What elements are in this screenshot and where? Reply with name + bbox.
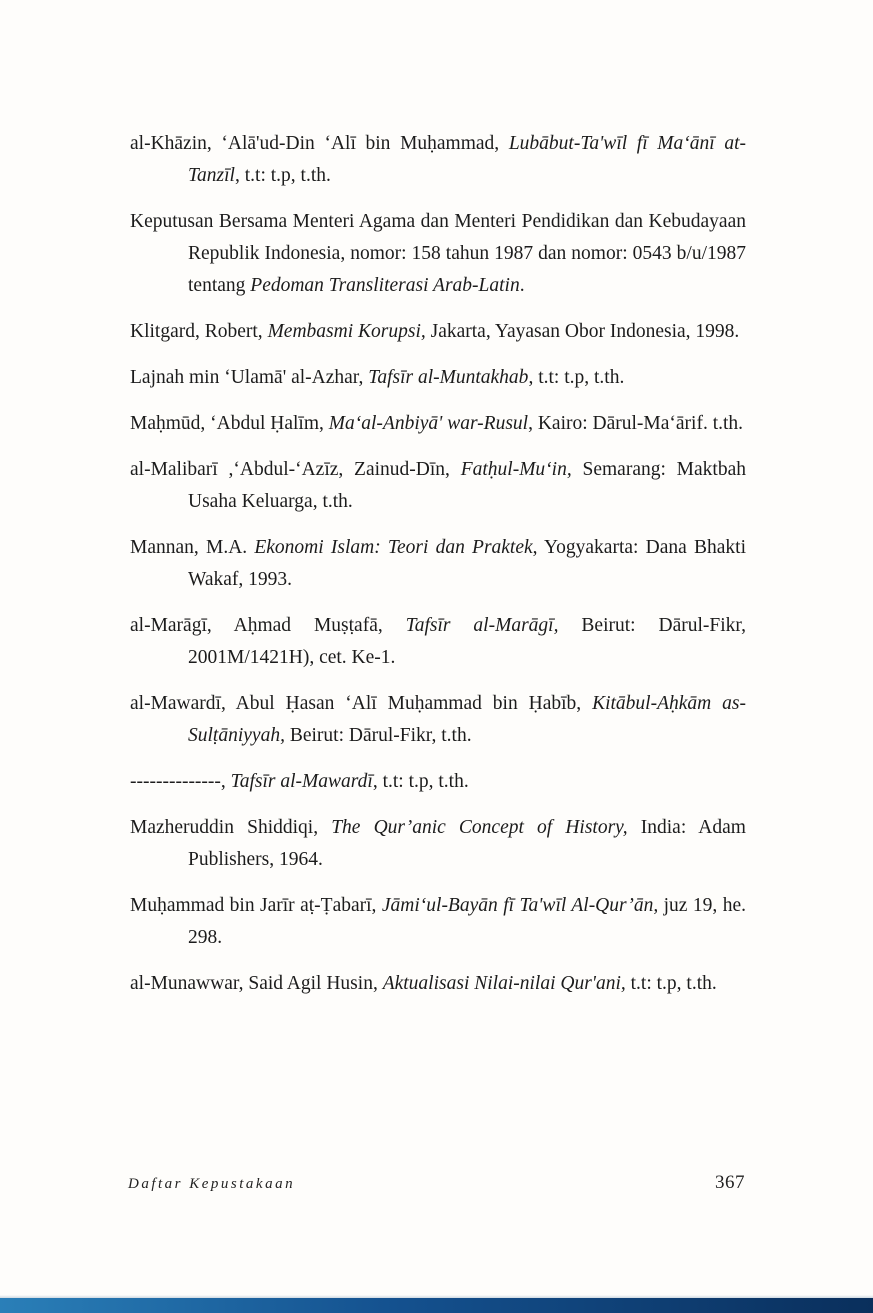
bibliography-entry bbox=[130, 688, 746, 752]
entry-text: Lajnah min ‘Ulamā' al-Azhar, bbox=[130, 367, 369, 388]
entry-title-italic: Kitābul-Aḥkām as-Sulṭāniyyah, bbox=[188, 693, 746, 746]
entry-text: Keputusan Bersama Menteri Agama dan Menteri Pendidikan dan Kebudayaan Republik Indonesia, nomor: 158 tahun 1987 dan nomor: 0543 b/u/1987 tentang bbox=[130, 211, 746, 296]
entry-text: , t.t: t.p, t.th. bbox=[372, 771, 469, 792]
bibliography-entry bbox=[130, 408, 746, 440]
page-footer bbox=[128, 1172, 745, 1194]
entry-title-italic: Jāmi‘ul-Bayān fī Ta'wīl Al-Qur’ān, bbox=[381, 895, 659, 916]
entry-text: al-Munawwar, Said Agil Husin, bbox=[130, 973, 383, 994]
entry-text: Beirut: Dārul-Fikr, t.th. bbox=[284, 725, 472, 746]
footer-section-label: Daftar Kepustakaan bbox=[128, 1176, 296, 1192]
entry-text: t.t: t.p, t.th. bbox=[625, 973, 717, 994]
entry-title-italic: Tafsīr al-Muntakhab bbox=[368, 367, 529, 388]
bibliography-entry bbox=[130, 454, 746, 518]
bibliography-list bbox=[130, 128, 746, 1014]
entry-text: Maḥmūd, ‘Abdul Ḥalīm, bbox=[130, 413, 329, 434]
entry-text: India: Adam Publishers, 1964. bbox=[188, 817, 746, 870]
entry-title-italic: Tafsīr al-Mawardī bbox=[230, 771, 373, 792]
entry-text: , Yogyakarta: Dana Bhakti Wakaf, 1993. bbox=[188, 537, 746, 590]
entry-text: . bbox=[519, 275, 525, 296]
entry-text: Semarang: Maktbah Usaha Keluarga, t.th. bbox=[188, 459, 746, 512]
entry-text: --------------, bbox=[130, 771, 231, 792]
bibliography-entry bbox=[130, 890, 746, 954]
bibliography-entry bbox=[130, 610, 746, 674]
entry-title-italic: Aktualisasi Nilai-nilai Qur'ani, bbox=[382, 973, 626, 994]
entry-title-italic: The Qur’anic Concept of History, bbox=[331, 817, 628, 838]
entry-text: Mazheruddin Shiddiqi, bbox=[130, 817, 332, 838]
entry-text: , Kairo: Dārul-Ma‘ārif. t.th. bbox=[528, 413, 744, 434]
entry-title-italic: Ekonomi Islam: Teori dan Praktek bbox=[254, 537, 533, 558]
entry-text: Jakarta, Yayasan Obor Indonesia, 1998. bbox=[425, 321, 740, 342]
bibliography-entry bbox=[130, 206, 746, 302]
bibliography-entry bbox=[130, 316, 746, 348]
entry-text: Klitgard, Robert, bbox=[130, 321, 268, 342]
page-number: 367 bbox=[715, 1172, 745, 1193]
bottom-edge-strip bbox=[0, 1298, 873, 1313]
entry-text: juz 19, he. 298. bbox=[188, 895, 746, 948]
entry-text: Mannan, M.A. bbox=[130, 537, 255, 558]
entry-text: al-Mawardī, Abul Ḥasan ‘Alī Muḥammad bin Ḥabīb, bbox=[130, 693, 593, 714]
entry-text: al-Malibarī ,‘Abdul-‘Azīz, Zainud-Dīn, bbox=[130, 459, 461, 480]
entry-text: al-Khāzin, ‘Alā'ud-Din ‘Alī bin Muḥammad, bbox=[130, 133, 509, 154]
entry-title-italic: Ma‘al-Anbiyā' war-Rusul bbox=[328, 413, 529, 434]
entry-title-italic: Fatḥul-Mu‘in, bbox=[460, 459, 572, 480]
entry-title-italic: Lubābut-Ta'wīl fī Ma‘ānī at-Tanzīl bbox=[188, 133, 746, 186]
entry-title-italic: Tafsīr al-Marāgī, bbox=[405, 615, 559, 636]
entry-title-italic: Membasmi Korupsi, bbox=[267, 321, 426, 342]
entry-text: , t.t: t.p, t.th. bbox=[234, 165, 331, 186]
entry-text: Muḥammad bin Jarīr aṭ-Ṭabarī, bbox=[130, 895, 382, 916]
entry-text: al-Marāgī, Aḥmad Muṣṭafā, bbox=[130, 615, 406, 636]
entry-title-italic: Pedoman Transliterasi Arab-Latin bbox=[250, 275, 520, 296]
entry-text: , t.t: t.p, t.th. bbox=[528, 367, 625, 388]
entry-text: Beirut: Dārul-Fikr, 2001M/1421H), cet. Ke-1. bbox=[188, 615, 746, 668]
bibliography-entry bbox=[130, 968, 746, 1000]
bibliography-entry bbox=[130, 362, 746, 394]
bibliography-entry bbox=[130, 766, 746, 798]
bibliography-entry bbox=[130, 532, 746, 596]
bibliography-entry bbox=[130, 812, 746, 876]
bibliography-entry bbox=[130, 128, 746, 192]
